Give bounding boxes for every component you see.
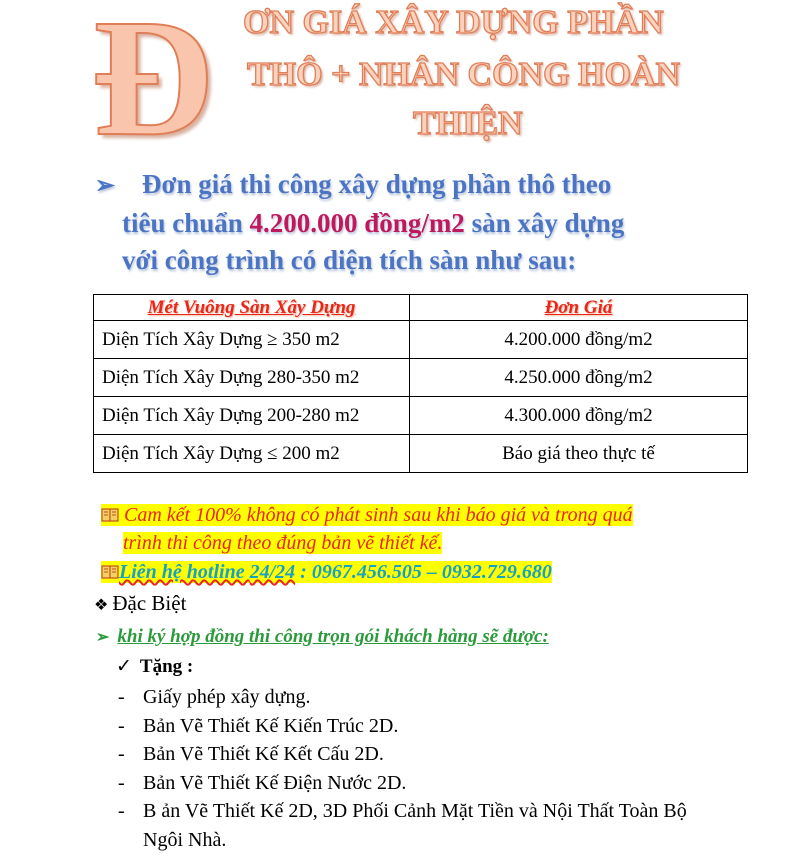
arrow-bullet-icon: ➢ (96, 629, 110, 646)
price-cell: 4.200.000 đồng/m2 (410, 321, 748, 359)
book-icon (101, 564, 119, 580)
table-row (94, 321, 748, 359)
gift-list (118, 683, 718, 854)
table-row (94, 435, 748, 473)
table-row (94, 359, 748, 397)
intro-line-2: tiêu chuẩn 4.200.000 đồng/m2 sàn xây dựng (122, 208, 625, 238)
list-item: - Bản Vẽ Thiết Kế Kết Cấu 2D. (118, 740, 718, 769)
gift-heading: ✓ Tặng : (116, 656, 194, 677)
intro-paragraph (95, 166, 735, 279)
book-icon (101, 507, 119, 523)
list-item: - B ản Vẽ Thiết Kế 2D, 3D Phối Cảnh Mặt Tiền và Nội Thất Toàn Bộ Ngôi Nhà. (118, 797, 718, 854)
price-cell: 4.300.000 đồng/m2 (410, 397, 748, 435)
checkmark-icon: ✓ (116, 656, 132, 677)
area-cell: Diện Tích Xây Dựng 200-280 m2 (94, 397, 410, 435)
list-item: - Bản Vẽ Thiết Kế Điện Nước 2D. (118, 769, 718, 798)
hotline-label: Liên hệ hotline (119, 561, 250, 583)
commitment-line-1: Cam kết 100% không có phát sinh sau khi báo giá và trong quá (101, 504, 633, 526)
list-item: - Bản Vẽ Thiết Kế Kiến Trúc 2D. (118, 712, 718, 741)
title-line-2: THÔ + NHÂN CÔNG HOÀN (247, 56, 681, 93)
arrow-bullet-icon: ➢ (95, 173, 116, 199)
base-price: 4.200.000 đồng/m2 (249, 208, 465, 238)
column-header-price: Đơn Giá (410, 295, 748, 321)
title-line-3: THIỆN (413, 105, 523, 142)
hotline-hours: 24/24 (249, 561, 296, 583)
hotline-note: Liên hệ hotline 24/24 : 0967.456.505 – 0932.729.680 (101, 558, 552, 586)
list-item: - Giấy phép xây dựng. (118, 683, 718, 712)
price-cell: 4.250.000 đồng/m2 (410, 359, 748, 397)
drop-cap-letter: Đ (92, 0, 214, 171)
title-line-1: ƠN GIÁ XÂY DỰNG PHẦN (243, 4, 664, 41)
contract-text: khi ký hợp đồng thi công trọn gói khách hàng sẽ được: (117, 626, 549, 647)
intro-line-3: với công trình có diện tích sàn như sau: (122, 245, 577, 275)
diamond-bullet-icon: ❖ (94, 597, 109, 614)
special-heading: ❖ Đặc Biệt (94, 591, 187, 615)
price-cell: Báo giá theo thực tế (410, 435, 748, 473)
column-header-area: Mét Vuông Sàn Xây Dựng (94, 295, 410, 321)
area-cell: Diện Tích Xây Dựng ≤ 200 m2 (94, 435, 410, 473)
intro-line-1: Đơn giá thi công xây dựng phần thô theo (142, 169, 612, 199)
table-row (94, 397, 748, 435)
commitment-line-2: trình thi công theo đúng bản vẽ thiết kế. (123, 532, 443, 554)
commitment-note (101, 501, 633, 557)
price-table (93, 294, 748, 473)
table-header-row (94, 295, 748, 321)
area-cell: Diện Tích Xây Dựng ≥ 350 m2 (94, 321, 410, 359)
hotline-numbers[interactable]: 0967.456.505 – 0932.729.680 (311, 561, 552, 583)
area-cell: Diện Tích Xây Dựng 280-350 m2 (94, 359, 410, 397)
contract-heading (96, 624, 549, 651)
